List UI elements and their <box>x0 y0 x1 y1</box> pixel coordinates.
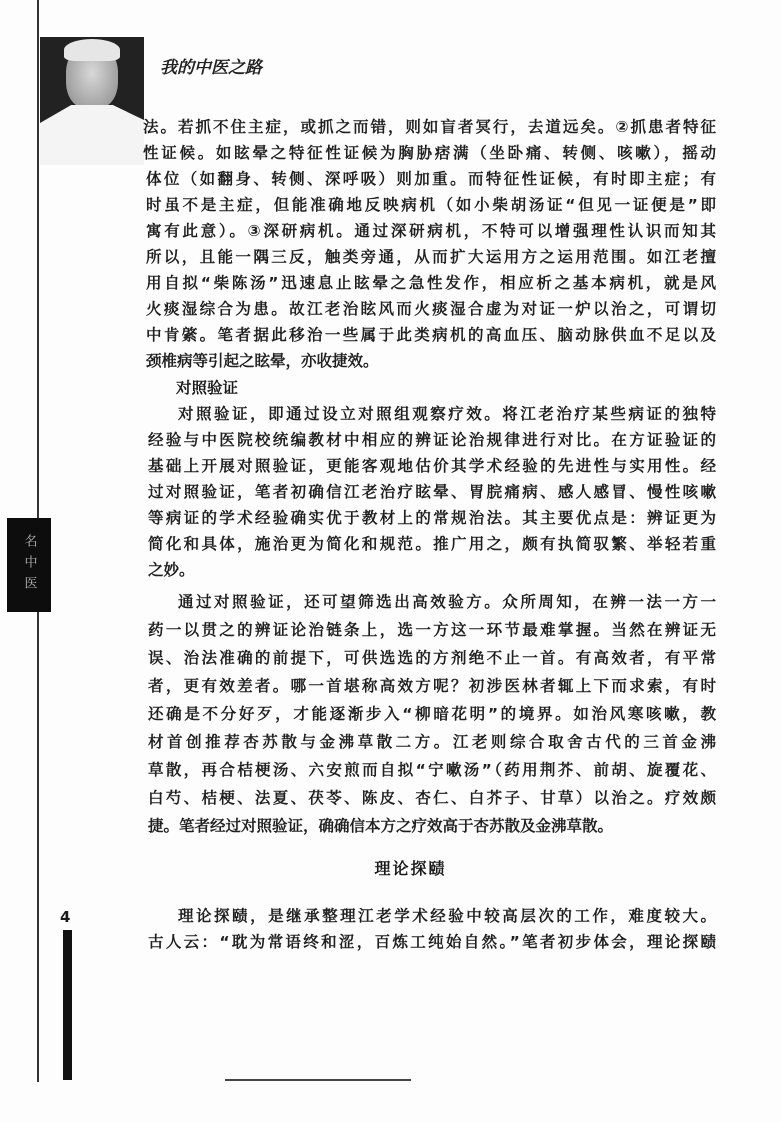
text-line: 所以，且能一隅三反，触类旁通，从而扩大运用方之运用范围。如江老擅 <box>146 248 716 266</box>
text-line: 简化和具体，施治更为简化和规范。推广用之，颇有执简驭繁、举轻若重 <box>148 535 716 553</box>
paragraph-3 <box>148 588 716 840</box>
text-line: 白芍、桔梗、法夏、茯苓、陈皮、杏仁、白芥子、甘草）以治之。疗效颇 <box>148 789 716 807</box>
subheading: 对照验证 <box>176 379 239 397</box>
running-header-title: 我的中医之路 <box>160 58 262 78</box>
text-line: 药一以贯之的辨证论治链条上，选一方这一环节最难掌握。当然在辨证无 <box>148 621 716 639</box>
paragraph-4 <box>148 903 716 955</box>
text-line: 材首创推荐杏苏散与金沸草散二方。江老则综合取舍古代的三首金沸 <box>148 733 716 751</box>
paragraph-1 <box>143 114 716 374</box>
page-edge-bar <box>63 930 72 1080</box>
paragraph-2 <box>148 401 716 583</box>
text-line: 性证候。如眩晕之特征性证候为胸胁痞满（坐卧痛、转侧、咳嗽），摇动 <box>143 144 716 162</box>
text-line: 者，更有效差者。哪一首堪称高效方呢？初涉医林者辄上下而求索，有时 <box>148 677 716 695</box>
text-line: 经验与中医院校统编教材中相应的辨证论治规律进行对比。在方证验证的 <box>148 431 716 449</box>
text-line: 古人云：“耽为常语终和涩，百炼工纯始自然。”笔者初步体会，理论探赜 <box>148 933 716 951</box>
text-line: 对照验证，即通过设立对照组观察疗效。将江老治疗某些病证的独特 <box>178 405 716 423</box>
text-line: 之妙。 <box>148 561 195 579</box>
text-line: 体位（如翻身、转侧、深呼吸）则加重。而特征性证候，有时即主症；有 <box>146 170 716 188</box>
text-line: 理论探赜，是继承整理江老学术经验中较高层次的工作，难度较大。 <box>178 907 716 925</box>
chapter-side-tab <box>7 518 51 612</box>
text-line: 草散，再合桔梗汤、六安煎而自拟“宁嗽汤”（药用荆芥、前胡、旋覆花、 <box>148 761 716 779</box>
text-line: 寓有此意）。③深研病机。通过深研病机，不特可以增强理性认识而知其 <box>146 222 716 240</box>
chapter-side-tab-label: 名中医 <box>21 533 37 597</box>
text-line: 还确是不分好歹，才能逐渐步入“柳暗花明”的境界。如治风寒咳嗽，教 <box>148 705 716 723</box>
text-line: 中肯綮。笔者据此移治一些属于此类病机的高血压、脑动脉供血不足以及 <box>146 326 716 344</box>
text-line: 用自拟“柴陈汤”迅速息止眩晕之急性发作，相应析之基本病机，就是风 <box>146 274 716 292</box>
text-line: 颈椎病等引起之眩晕，亦收捷效。 <box>146 352 379 370</box>
text-line: 火痰湿综合为患。故江老治眩风而火痰湿合虚为对证一炉以治之，可谓切 <box>146 300 716 318</box>
author-hair <box>64 39 120 61</box>
text-line: 等病证的学术经验确实优于教材上的常规治法。其主要优点是：辨证更为 <box>148 509 716 527</box>
text-line: 通过对照验证，还可望筛选出高效验方。众所周知，在辨一法一方一 <box>178 593 716 611</box>
section-heading: 理论探赜 <box>374 859 447 878</box>
text-line: 过对照验证，笔者初确信江老治疗眩晕、胃脘痛病、感人感冒、慢性咳嗽 <box>148 483 716 501</box>
text-line: 基础上开展对照验证，更能客观地估价其学术经验的先进性与实用性。经 <box>148 457 716 475</box>
text-line: 时虽不是主症，但能准确地反映病机（如小柴胡汤证“但见一证便是”即 <box>146 196 716 214</box>
page-number: 4 <box>60 908 71 926</box>
text-line: 误、治法准确的前提下，可供选选的方剂绝不止一首。有高效者，有平常 <box>148 649 716 667</box>
text-line: 法。若抓不住主症，或抓之而错，则如盲者冥行，去道远矣。②抓患者特征 <box>143 118 716 136</box>
text-line: 捷。笔者经过对照验证，确确信本方之疗效高于杏苏散及金沸草散。 <box>148 817 614 835</box>
footer-rule <box>225 1079 411 1081</box>
